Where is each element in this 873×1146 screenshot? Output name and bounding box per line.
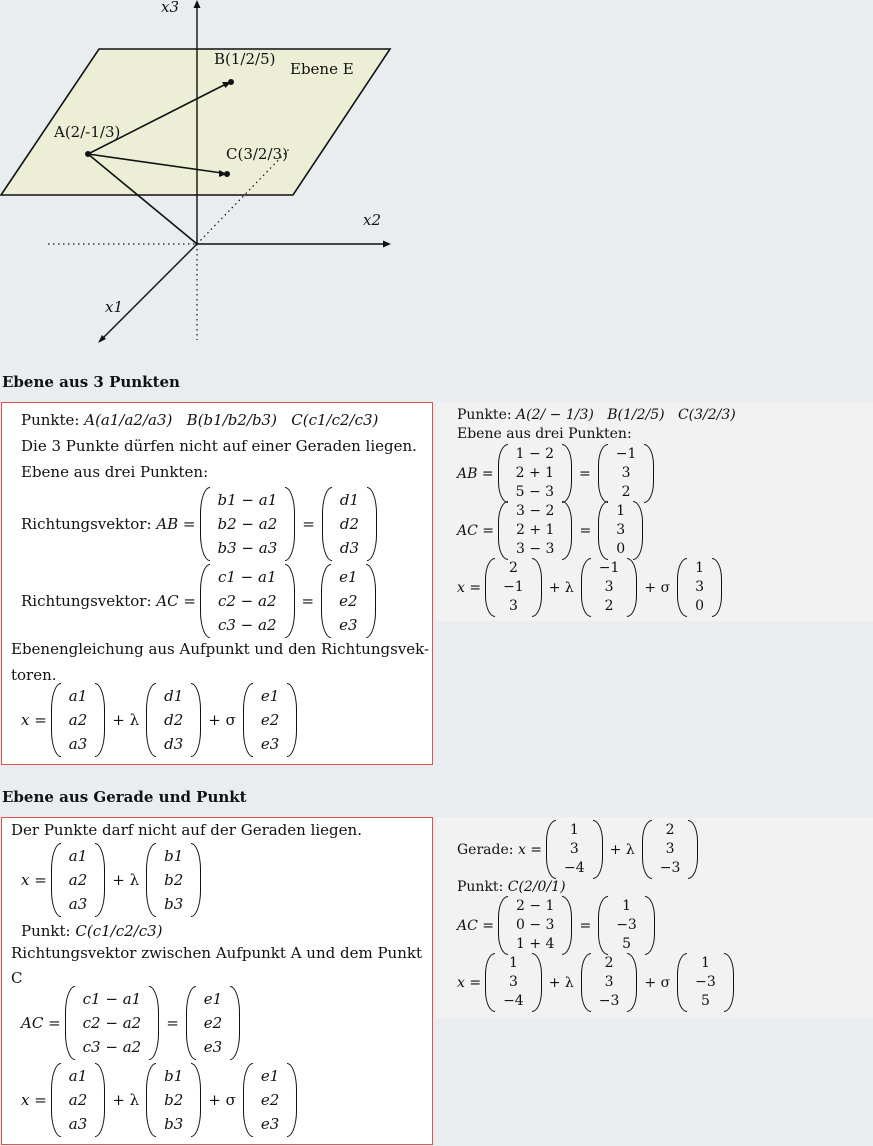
s1-punkte-line: Punkte: A(a1/a2/a3) B(b1/b2/b3) C(c1/c2/c3) [21,411,379,429]
s1-ex-plane-eq: x = 2 −1 3 + λ −1 3 2 + σ 1 3 0 [457,558,726,617]
section2-example-box [436,817,873,1018]
point-c-label: C(3/2/3) [226,145,288,163]
s2-note: Der Punkte darf nicht auf der Geraden liegen. [11,821,362,839]
s1-eq-text1: Ebenengleichung aus Aufpunkt und den Richtungsvek- [11,640,430,658]
s1-ebene-line: Ebene aus drei Punkten: [21,463,209,481]
s1-plane-eq: x = a1 a2 a3 + λ d1 d2 d3 + σ e1 e2 e3 [21,683,301,757]
axis-x1-line [100,244,197,341]
plane-diagram [0,0,420,370]
plane-label: Ebene E [290,60,354,78]
s1-note: Die 3 Punkte dürfen nicht auf einer Geraden liegen. [21,437,417,455]
s2-plane-eq: x = a1 a2 a3 + λ b1 b2 b3 + σ e1 e2 e3 [21,1063,301,1137]
s1-ac-row: Richtungsvektor: AC = c1 − a1 c2 − a2 c3 − a2 = e1 e2 e3 [21,564,380,638]
s2-ex-punkt: Punkt: C(2/0/1) [457,879,566,895]
point-a-dot [85,151,91,157]
s1-ex-ab-row: AB = 1 − 2 2 + 1 5 − 3 = −1 3 2 [457,444,658,503]
s2-ex-ac-row: AC = 2 − 1 0 − 3 1 + 4 = 1 −3 5 [457,896,659,955]
s1-ex-punkte: Punkte: A(2/ − 1/3) B(1/2/5) C(3/2/3) [457,407,736,423]
point-b-label: B(1/2/5) [214,50,276,68]
s1-ab-row: Richtungsvektor: AB = b1 − a1 b2 − a2 b3 − a3 = d1 d2 d3 [21,487,381,561]
s2-rv-text1: Richtungsvektor zwischen Aufpunkt A und dem Punkt [11,944,422,962]
axis-x1-label: x1 [105,298,124,316]
section1-example-box [436,402,873,621]
point-a-label: A(2/-1/3) [54,123,121,141]
section1-heading: Ebene aus 3 Punkten [2,373,180,391]
s2-punkt-line: Punkt: C(c1/c2/c3) [21,922,163,940]
s2-ac-row: AC = c1 − a1 c2 − a2 c3 − a2 = e1 e2 e3 [21,986,244,1060]
section2-heading: Ebene aus Gerade und Punkt [2,788,247,806]
section2-general-box [1,817,433,1145]
axis-x3-label: x3 [161,0,180,16]
s2-line-eq: x = a1 a2 a3 + λ b1 b2 b3 [21,843,205,917]
point-b-dot [228,79,234,85]
axis-x2-label: x2 [363,211,382,229]
s1-eq-text2: toren. [11,666,57,684]
point-c-dot [224,171,230,177]
s1-ex-ebene: Ebene aus drei Punkten: [457,426,632,442]
s2-rv-text2: C [11,969,23,987]
s1-ex-ac-row: AC = 3 − 2 2 + 1 3 − 3 = 1 3 0 [457,501,647,560]
section1-general-box [1,402,433,765]
s2-ex-plane-eq: x = 1 3 −4 + λ 2 3 −3 + σ 1 −3 5 [457,953,738,1012]
s2-ex-gerade: Gerade: x = 1 3 −4 + λ 2 3 −3 [457,820,702,879]
